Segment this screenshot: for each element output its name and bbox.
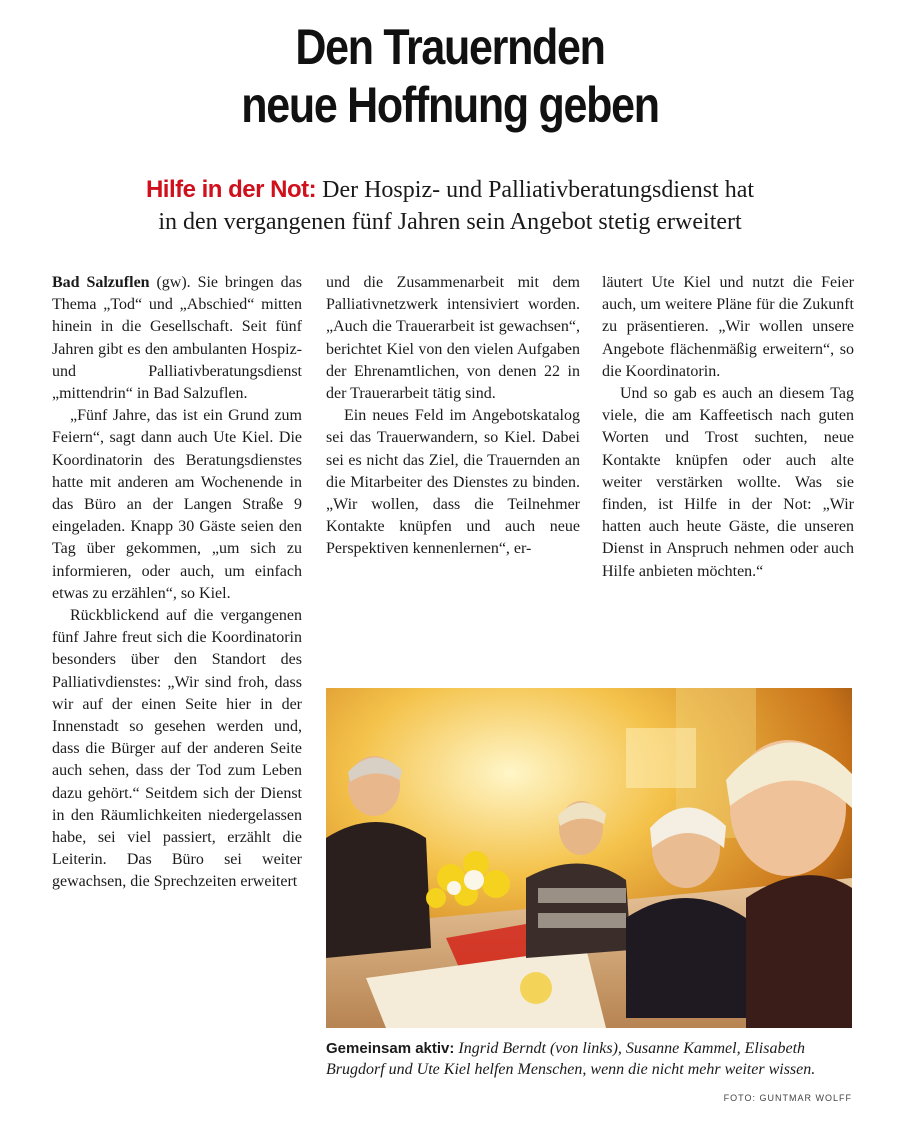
headline-line-2: neue Hoffnung geben xyxy=(241,77,659,133)
article-column-3 xyxy=(602,272,854,583)
paragraph-1 xyxy=(52,272,302,405)
paragraph-1-text: (gw). Sie bringen das Thema „Tod“ und „Abschied“ mitten hinein in die Gesellschaft. Seit fünf Jahren gibt es den ambulanten Hospiz- und Palliativberatungsdienst „mittendrin“ in Bad Salzuflen. xyxy=(52,274,302,403)
paragraph-5: Und so gab es auch an diesem Tag viele, die am Kaffeetisch nach guten Worten und Trost suchten, neue Kontakte knüpfen oder auch alte weiter verstärken wollte. Was sie finden, ist Hilfe in der Not: „Wir hatten auch heute Gäste, die unseren Dienst in Anspruch nehmen oder auch Hilfe anbieten möchten.“ xyxy=(602,385,854,580)
photo-illustration xyxy=(326,688,852,1028)
headline xyxy=(63,18,837,134)
article-photo xyxy=(326,688,852,1028)
article-column-1 xyxy=(52,272,302,894)
subhead-kicker: Hilfe in der Not: xyxy=(145,176,317,203)
paragraph-3-part-b: und die Zusammenarbeit mit dem Palliativnetzwerk intensiviert worden. „Auch die Trauerarbeit ist gewachsen“, berichtet Kiel von den vielen Aufgaben der Ehrenamtlichen, von denen 22 in der Trauerarbeit tätig sind. xyxy=(326,274,580,403)
caption-lead: Gemeinsam aktiv: xyxy=(326,1040,455,1057)
caption-text: Ingrid Berndt (von links), Susanne Kammel, Elisabeth Brugdorf und Ute Kiel helfen Menschen, wenn die nicht mehr weiter wissen. xyxy=(326,1040,816,1078)
subheadline xyxy=(30,174,870,238)
article-column-2 xyxy=(326,272,580,561)
photo-caption xyxy=(326,1038,852,1080)
paragraph-3-part-a: Rückblickend auf die vergangenen fünf Jahre freut sich die Koordinatorin besonders über den Standort des Palliativdienstes: „Wir sind froh, dass wir auf der einen Seite hier in der Innenstadt so gesehen werden und, dass die Bürger auf der anderen Seite auch sehen, dass der Tod zum Leben dazu gehört.“ Seitdem sich der Dienst in den Räumlichkeiten niedergelassen habe, sei viel passiert, erzählt die Leiterin. Das Büro sei weiter gewachsen, die Sprechzeiten erweitert xyxy=(52,607,302,891)
dateline: Bad Salzuflen xyxy=(52,274,150,291)
paragraph-4-part-a: Ein neues Feld im Angebotskatalog sei das Trauerwandern, so Kiel. Dabei sei es nicht das Ziel, die Trauernden an die Mitarbeiter des Dienstes zu binden. „Wir wollen, dass die Teilnehmer Kontakte knüpfen und auch neue Perspektiven kennenlernen“, er- xyxy=(326,407,580,558)
paragraph-2: „Fünf Jahre, das ist ein Grund zum Feiern“, sagt dann auch Ute Kiel. Die Koordinatorin des Beratungsdienstes hatte mit anderen am Wochenende in das Büro an der Langen Straße 9 eingeladen. Knapp 30 Gäste seien den Tag über gekommen, „um sich zu informieren, oder auch, um einfach etwas zu erzählen“, so Kiel. xyxy=(52,407,302,602)
headline-line-1: Den Trauernden xyxy=(295,19,605,75)
photo-credit: FOTO: GUNTMAR WOLFF xyxy=(723,1093,852,1103)
subhead-line-1: Der Hospiz- und Palliativberatungsdienst hat xyxy=(316,177,755,203)
paragraph-4-part-b: läutert Ute Kiel und nutzt die Feier auch, um weitere Pläne für die Zukunft zu präsentieren. „Wir wollen unsere Angebote flächenmäßig erweitern“, so die Koordinatorin. xyxy=(602,274,854,380)
subhead-line-2: in den vergangenen fünf Jahren sein Angebot stetig erweitert xyxy=(158,209,742,235)
